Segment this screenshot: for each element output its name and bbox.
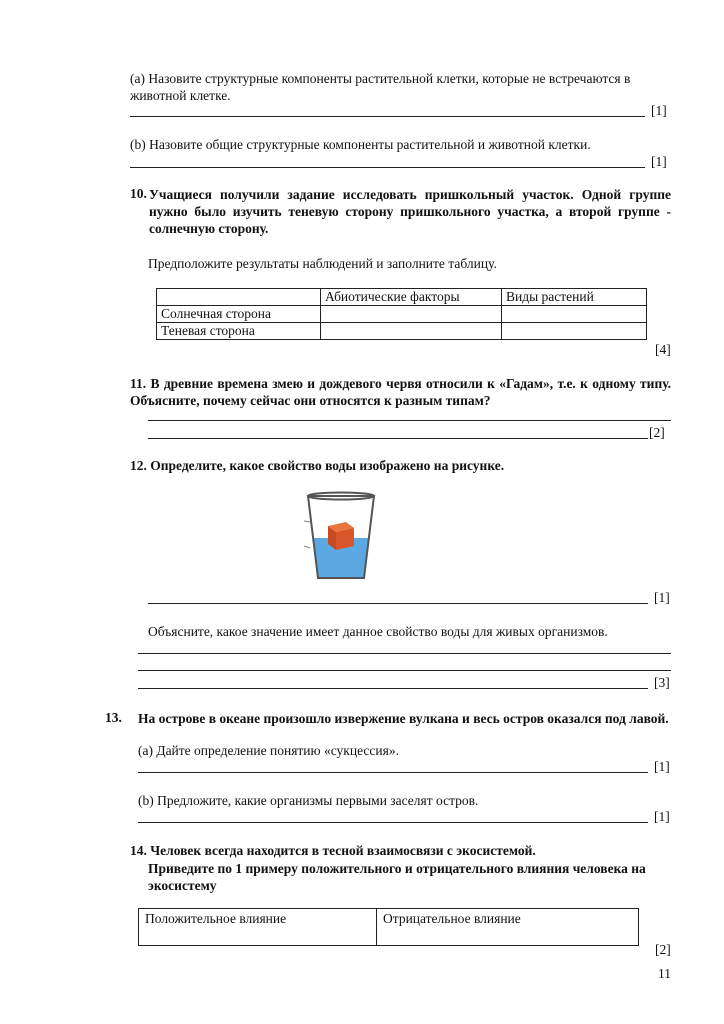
page-number: 11 xyxy=(658,966,671,981)
q10-table-header-empty xyxy=(157,289,321,306)
q9a-mark: [1] xyxy=(651,103,667,118)
q10-table-row-shade-label: Теневая сторона xyxy=(157,323,321,340)
q12-explain-text: Объясните, какое значение имеет данное свойство воды для живых организмов. xyxy=(148,624,608,639)
q9b-text: (b) Назовите общие структурные компоненты растительной и животной клетки. xyxy=(130,137,591,152)
q13a-text: (а) Дайте определение понятию «сукцессия». xyxy=(138,743,399,758)
q10-table-cell[interactable] xyxy=(502,323,647,340)
q12-answer-line[interactable] xyxy=(148,603,648,604)
q12-mark-1: [1] xyxy=(654,590,670,605)
q10-table-header-plants: Виды растений xyxy=(502,289,647,306)
q13b-answer-line[interactable] xyxy=(138,822,648,823)
q13a-mark: [1] xyxy=(654,759,670,774)
q13b-text: (b) Предложите, какие организмы первыми заселят остров. xyxy=(138,793,479,808)
q12-text: 12. Определите, какое свойство воды изображено на рисунке. xyxy=(130,458,505,473)
q14-mark: [2] xyxy=(655,942,671,957)
q13a-answer-line[interactable] xyxy=(138,772,648,773)
q13-number: 13. xyxy=(105,710,122,725)
q14-line-2: Приведите по 1 примеру положительного и отрицательного влияния человека на экосистему xyxy=(148,861,646,893)
q10-mark: [4] xyxy=(655,342,671,357)
q12-explain-line-1[interactable] xyxy=(138,653,671,654)
q10-table-header-abiotic: Абиотические факторы xyxy=(321,289,502,306)
q14-positive-cell[interactable]: Положительное влияние xyxy=(139,909,377,946)
q14-negative-cell[interactable]: Отрицательное влияние xyxy=(377,909,639,946)
q11-mark: [2] xyxy=(649,425,665,440)
q12-explain-line-3[interactable] xyxy=(138,688,648,689)
q10-table-cell[interactable] xyxy=(321,306,502,323)
q9a-text: (a) Назовите структурные компоненты растительной клетки, которые не встречаются в животной клетке. xyxy=(130,71,631,103)
q13b-mark: [1] xyxy=(654,809,670,824)
glass-with-ice-figure xyxy=(300,488,382,584)
q11-answer-line-1[interactable] xyxy=(148,420,671,421)
q11-answer-line-2[interactable] xyxy=(148,438,648,439)
q14-line-1: 14. Человек всегда находится в тесной взаимосвязи с экосистемой. xyxy=(130,843,536,858)
q10-table-row-sunny-label: Солнечная сторона xyxy=(157,306,321,323)
q10-number: 10. xyxy=(130,186,147,201)
q13-text: На острове в океане произошло извержение вулкана и весь остров оказался под лавой. xyxy=(138,711,669,726)
q12-explain-line-2[interactable] xyxy=(138,670,671,671)
q14-table xyxy=(138,908,639,946)
q9b-answer-line[interactable] xyxy=(130,167,645,168)
q9b-mark: [1] xyxy=(651,154,667,169)
q12-mark-2: [3] xyxy=(654,675,670,690)
q11-text: 11. В древние времена змею и дождевого червя относили к «Гадам», т.е. к одному типу. Объясните, почему сейчас они относятся к разным типам? xyxy=(130,376,671,408)
q9a-answer-line[interactable] xyxy=(130,116,645,117)
q10-table-cell[interactable] xyxy=(502,306,647,323)
q10-instruction: Предположите результаты наблюдений и заполните таблицу. xyxy=(148,256,497,271)
q10-table xyxy=(156,288,647,340)
q10-table-cell[interactable] xyxy=(321,323,502,340)
q10-text: Учащиеся получили задание исследовать пришкольный участок. Одной группе нужно было изучить теневую сторону пришкольного участка, а второй группе - солнечную сторону. xyxy=(149,187,671,236)
